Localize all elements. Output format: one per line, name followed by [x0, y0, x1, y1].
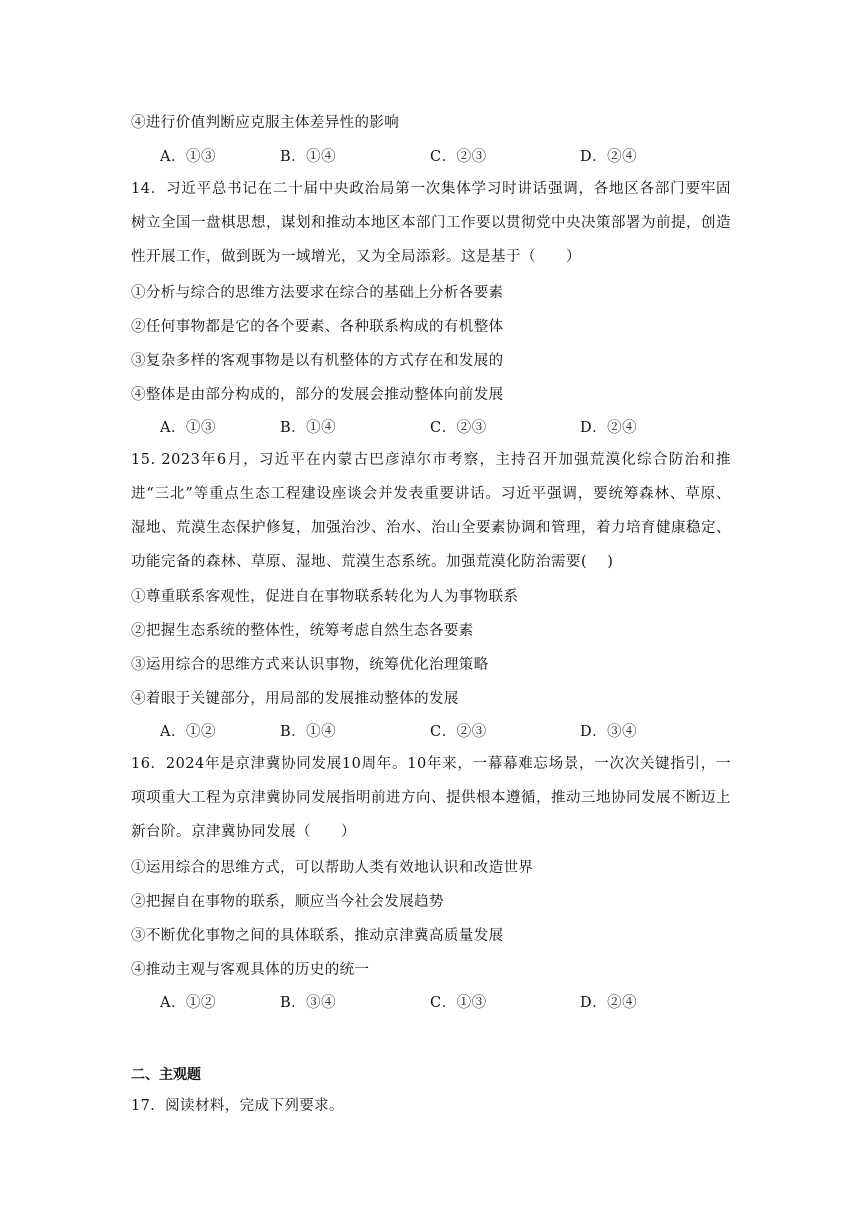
q15-stem: 15. 2023年6月，习近平在内蒙古巴彦淖尔市考察，主持召开加强荒漠化综合防治和推进“三北”等重点生态工程建设座谈会并发表重要讲话。习近平强调，要统筹森林、草原、湿地、荒漠生态保护修复，加强治沙、治水、治山全要素协调和管理，着力培育健康稳定、功能完备的森林、草原、湿地、荒漠生态系统。加强荒漠化防治需要( ) [131, 452, 731, 570]
q13-option-d: D．②④ [580, 149, 638, 165]
q16-option-d: D．②④ [580, 995, 638, 1011]
q16-stem: 16．2024年是京津冀协同发展10周年。10年来，一幕幕难忘场景，一次次关键指引，一项项重大工程为京津冀协同发展指明前进方向、提供根本遵循，推动三地协同发展不断迈上新台阶。京津冀协同发展（ ） [131, 756, 731, 840]
q13-options [160, 145, 720, 165]
q15-statement-2: ②把握生态系统的整体性，统筹考虑自然生态各要素 [131, 623, 474, 639]
q13-statement-4: ④进行价值判断应克服主体差异性的影响 [131, 115, 400, 131]
q13-option-b: B．①④ [280, 149, 337, 165]
section-heading: 二、主观题 [131, 1067, 201, 1083]
q16-statement-3: ③不断优化事物之间的具体联系，推动京津冀高质量发展 [131, 928, 504, 944]
q14-statement-3: ③复杂多样的客观事物是以有机整体的方式存在和发展的 [131, 353, 504, 369]
q13-option-c: C．②③ [430, 149, 487, 165]
q14-statement-2: ②任何事物都是它的各个要素、各种联系构成的有机整体 [131, 319, 504, 335]
q14-statement-4: ④整体是由部分构成的，部分的发展会推动整体向前发展 [131, 387, 504, 403]
q15-option-d: D．③④ [580, 724, 638, 740]
q17-stem: 17．阅读材料，完成下列要求。 [131, 1098, 344, 1114]
q15-options [160, 720, 720, 740]
q14-option-b: B．①④ [280, 420, 337, 436]
q14-options [160, 416, 720, 436]
q15-option-c: C．②③ [430, 724, 487, 740]
q15-option-a: A．①② [160, 724, 216, 740]
q14-statement-1: ①分析与综合的思维方法要求在综合的基础上分析各要素 [131, 285, 504, 301]
q15-statement-1: ①尊重联系客观性，促进自在事物联系转化为人为事物联系 [131, 589, 519, 605]
q15-statement-3: ③运用综合的思维方式来认识事物，统筹优化治理策略 [131, 657, 489, 673]
q16-option-a: A．①② [160, 995, 216, 1011]
q16-options [160, 991, 720, 1011]
q14-option-a: A．①③ [160, 420, 216, 436]
q14-stem: 14．习近平总书记在二十届中央政治局第一次集体学习时讲话强调，各地区各部门要牢固树立全国一盘棋思想，谋划和推动本地区本部门工作要以贯彻党中央决策部署为前提，创造性开展工作，做到既为一域增光，又为全局添彩。这是基于（ ） [131, 181, 731, 265]
q15-statement-4: ④着眼于关键部分，用局部的发展推动整体的发展 [131, 691, 459, 707]
q16-statement-4: ④推动主观与客观具体的历史的统一 [131, 962, 370, 978]
q14-option-c: C．②③ [430, 420, 487, 436]
q16-statement-1: ①运用综合的思维方式，可以帮助人类有效地认识和改造世界 [131, 860, 534, 876]
q16-statement-2: ②把握自在事物的联系，顺应当今社会发展趋势 [131, 894, 444, 910]
q15-option-b: B．①④ [280, 724, 337, 740]
q13-option-a: A．①③ [160, 149, 216, 165]
q16-option-b: B．③④ [280, 995, 337, 1011]
q16-option-c: C．①③ [430, 995, 487, 1011]
q14-option-d: D．②④ [580, 420, 638, 436]
